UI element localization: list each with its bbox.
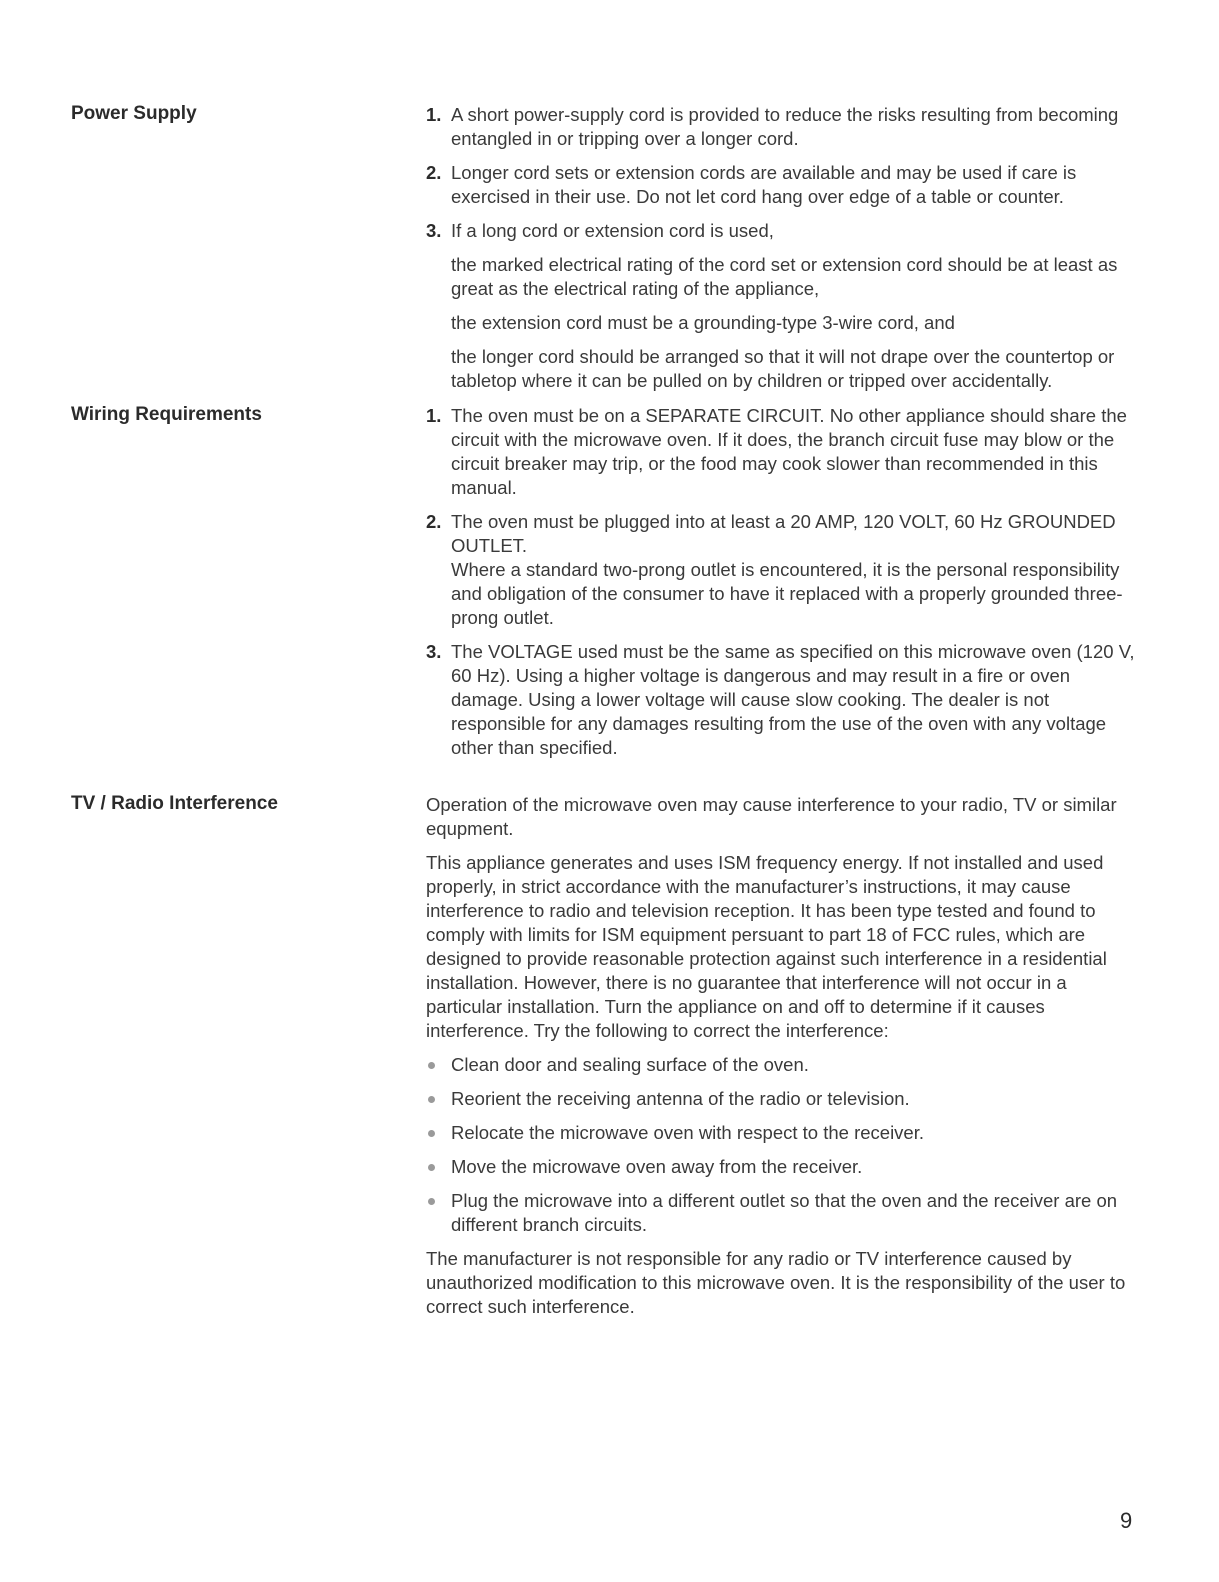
power-supply-heading: Power Supply [71,103,197,124]
bullet-item [426,1155,1141,1179]
item-text: The oven must be plugged into at least a 20 AMP, 120 VOLT, 60 Hz GROUNDED OUTLET. [451,511,1116,556]
item-number: 3. [426,641,442,662]
page-number: 9 [1120,1508,1133,1533]
bullet-text: Relocate the microwave oven with respect to the receiver. [451,1122,925,1143]
wiring-item-2 [426,510,1141,630]
power-supply-sub-item-3: the longer cord should be arranged so that it will not drape over the countertop or tabletop where it can be pulled on by children or tripped over accidentally. [451,346,1115,391]
bullet-icon [428,1198,435,1205]
bullet-icon [428,1062,435,1069]
item-extra-text: Where a standard two-prong outlet is encountered, it is the personal responsibility and obligation of the consumer to have it replaced with a properly grounded three-prong outlet. [451,559,1123,628]
bullet-icon [428,1096,435,1103]
wiring-item-1 [426,404,1141,500]
bullet-text: Move the microwave oven away from the receiver. [451,1156,863,1177]
power-supply-item-1 [426,103,1141,151]
item-text: The VOLTAGE used must be the same as specified on this microwave oven (120 V, 60 Hz). Using a higher voltage is dangerous and may result in a fire or oven damage. Using a lower voltage will cause slow cooking. The dealer is not responsible for any damages resulting from the use of the oven with any voltage other than specified. [451,641,1135,758]
tv-radio-heading: TV / Radio Interference [71,793,278,814]
power-supply-section [426,103,1141,403]
bullet-icon [428,1130,435,1137]
item-number: 2. [426,162,442,183]
bullet-item [426,1189,1141,1237]
tv-radio-paragraph-3: The manufacturer is not responsible for any radio or TV interference caused by unauthorized modification to this microwave oven. It is the responsibility of the user to correct such interference. [426,1248,1126,1317]
tv-radio-section [426,793,1141,1329]
power-supply-item-3 [426,219,1141,243]
item-text: Longer cord sets or extension cords are available and may be used if care is exercised in their use. Do not let cord hang over edge of a table or counter. [451,162,1077,207]
item-text: If a long cord or extension cord is used, [451,220,774,241]
bullet-text: Plug the microwave into a different outlet so that the oven and the receiver are on different branch circuits. [451,1190,1118,1235]
item-number: 1. [426,104,442,125]
bullet-icon [428,1164,435,1171]
power-supply-sub-item-1: the marked electrical rating of the cord set or extension cord should be at least as great as the electrical rating of the appliance, [451,254,1118,299]
bullet-item [426,1087,1141,1111]
item-text: The oven must be on a SEPARATE CIRCUIT. No other appliance should share the circuit with the microwave oven. If it does, the branch circuit fuse may blow or the circuit breaker may trip, or the food may cook slower than recommended in this manual. [451,405,1127,498]
power-supply-sub-item-2: the extension cord must be a grounding-type 3-wire cord, and [451,312,955,333]
item-text: A short power-supply cord is provided to reduce the risks resulting from becoming entangled in or tripping over a longer cord. [451,104,1119,149]
wiring-requirements-heading: Wiring Requirements [71,404,262,425]
wiring-requirements-section [426,404,1141,770]
tv-radio-paragraph-1: Operation of the microwave oven may cause interference to your radio, TV or similar equpment. [426,794,1117,839]
power-supply-item-2 [426,161,1141,209]
bullet-text: Clean door and sealing surface of the oven. [451,1054,809,1075]
bullet-item [426,1053,1141,1077]
item-number: 3. [426,220,442,241]
item-number: 1. [426,405,442,426]
item-number: 2. [426,511,442,532]
bullet-text: Reorient the receiving antenna of the radio or television. [451,1088,910,1109]
tv-radio-paragraph-2: This appliance generates and uses ISM frequency energy. If not installed and used properly, in strict accordance with the manufacturer’s instructions, it may cause interference to radio and television reception. It has been type tested and found to comply with limits for ISM equipment persuant to part 18 of FCC rules, which are designed to provide reasonable protection against such interference in a residential installation. However, there is no guarantee that interference will not occur in a particular installation. Turn the appliance on and off to determine if it causes interference. Try the following to correct the interference: [426,852,1107,1041]
bullet-item [426,1121,1141,1145]
wiring-item-3 [426,640,1141,760]
